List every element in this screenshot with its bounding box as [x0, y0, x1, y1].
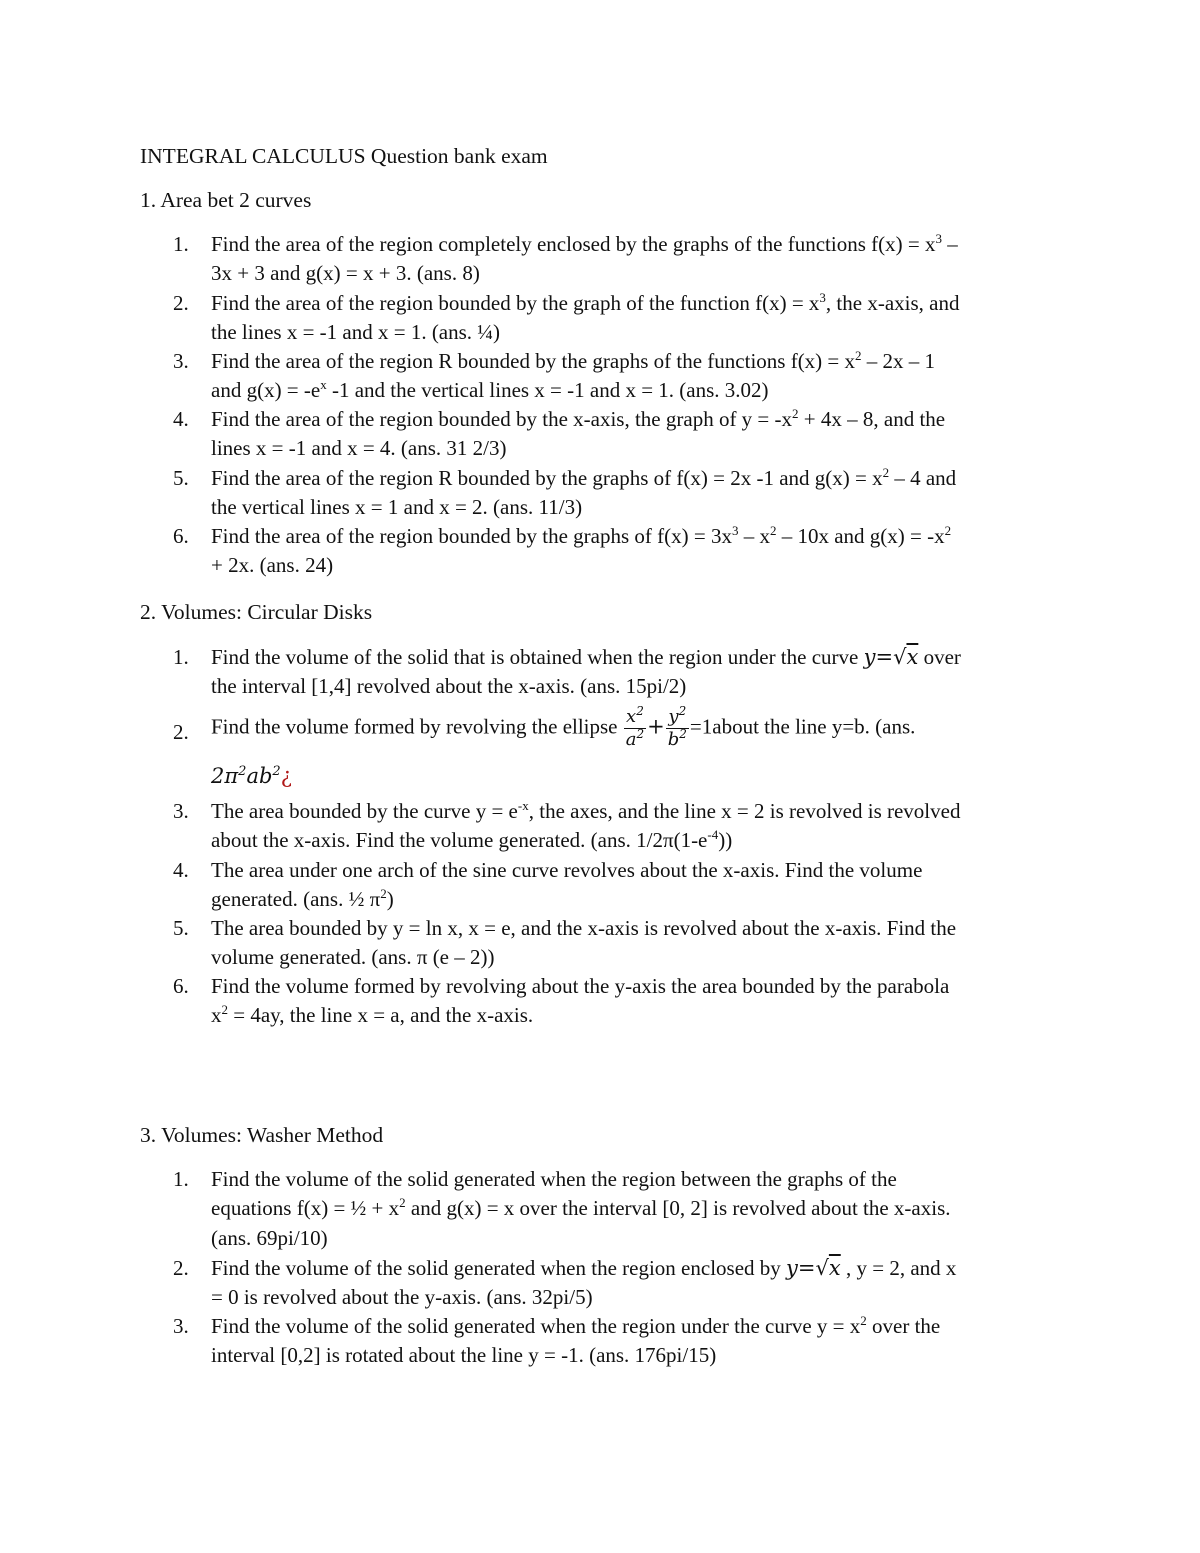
item-number: 1. — [173, 1167, 189, 1191]
item-text: Find the area of the region bounded by the graphs of $f(x) = 3x^3 - x^2 - 10x$ and $g(x) = -x^2$ + 2x. (ans. 24) — [211, 523, 952, 578]
item-number: 5. — [173, 916, 189, 940]
math-y-equals: y= — [863, 645, 894, 669]
sqrt-expression: √x — [893, 645, 919, 669]
item-number: 4. — [173, 858, 189, 882]
item-text: Find the volume of the solid that is obtained when the region under the curve y=√x over the interval [1,4] revolved about the x-axis. (ans. 15pi/2) — [211, 645, 961, 699]
item-number: 2. — [173, 291, 189, 315]
item-number: 6. — [173, 974, 189, 998]
item-text: The area bounded by y = ln x, x = e, and the x-axis is revolved about the x-axis. Find the volume generated. (ans. π (e – 2)) — [211, 916, 957, 970]
item-text: Find the volume formed by revolving about the y-axis the area bounded by the parabola $x^2 = 4ay$, the line x = a, and the x-axis. — [211, 974, 950, 1028]
section-heading-area: 1. Area bet 2 curves — [140, 188, 312, 212]
item-text: Find the area of the region R bounded by the graphs of f(x) = 2x -1 and $g(x) = x^2 - 4$ and the vertical lines x = 1 and x = 2. (ans. 11/3) — [211, 465, 957, 520]
section-heading-washer: 3. Volumes: Washer Method — [140, 1123, 384, 1147]
item-text: Find the volume of the solid generated when the region enclosed by y=√x , y = 2, and x = 0 is revolved about the y-axis. (ans. 32pi/5) — [211, 1256, 957, 1310]
item-number: 3. — [173, 799, 189, 823]
sqrt-expression: √x — [815, 1256, 841, 1280]
math-y-equals: y= — [786, 1256, 816, 1280]
item-number: 3. — [173, 1314, 189, 1338]
document-title: INTEGRAL CALCULUS Question bank exam — [140, 144, 548, 168]
section-heading-disks: 2. Volumes: Circular Disks — [140, 600, 373, 624]
item-text: Find the area of the region bounded by the graph of the function $f(x) = x^3$, the x-axis, and the lines x = -1 and x = 1. (ans. ¼) — [211, 290, 960, 345]
item-text: The area bounded by the curve $y = e^{-x}$, the axes, and the line x = 2 is revolved is revolved about the x-axis. Find the volume generated. (ans. $1/2\pi(1-e^{-4})$) — [211, 798, 961, 853]
item-number: 4. — [173, 407, 189, 431]
item-text: Find the volume formed by revolving the ellipse $\frac{x^2}{a^2}$ + $\frac{y^2}{b^2}$ =1about the line y=b. (ans. $2\pi^2ab^2¿$ — [211, 706, 1061, 791]
item-number: 2. — [173, 720, 189, 744]
item-number: 1. — [173, 645, 189, 669]
fraction-y2-b2: $\frac{y^2}{b^2}$ — [667, 704, 687, 750]
fraction-x2-a2: $\frac{x^2}{a^2}$ — [625, 704, 645, 750]
answer-expression: $2\pi^2ab^2¿$ — [211, 764, 292, 788]
item-text: Find the area of the region bounded by the x-axis, the graph of $y = -x^2 + 4x - 8$, and the lines x = -1 and x = 4. (ans. 31 2/3) — [211, 406, 946, 461]
item-number: 6. — [173, 524, 189, 548]
item-text: Find the area of the region completely enclosed by the graphs of the functions $f(x) = x^3$ – 3x + 3 and g(x) = x + 3. (ans. 8) — [211, 231, 958, 286]
item-number: 5. — [173, 466, 189, 490]
item-text: Find the volume of the solid generated when the region under the curve $y = x^2$ over the interval [0,2] is rotated about the line y = -1. (ans. 176pi/15) — [211, 1313, 941, 1368]
item-number: 1. — [173, 232, 189, 256]
item-text: Find the area of the region R bounded by the graphs of the functions $f(x) = x^2 - 2x - 1$ and $g(x) = -e^x$ -1 and the vertical lines x = -1 and x = 1. (ans. 3.02) — [211, 348, 936, 403]
item-text: Find the volume of the solid generated when the region between the graphs of the equations f(x) = ½ + $x^2$ and g(x) = x over the interval [0, 2] is revolved about the x-axis. (ans. 69pi/10) — [211, 1167, 951, 1250]
item-number: 2. — [173, 1256, 189, 1280]
item-number: 3. — [173, 349, 189, 373]
item-text: The area under one arch of the sine curve revolves about the x-axis. Find the volume generated. (ans. ½ $\pi^2$) — [211, 858, 923, 912]
